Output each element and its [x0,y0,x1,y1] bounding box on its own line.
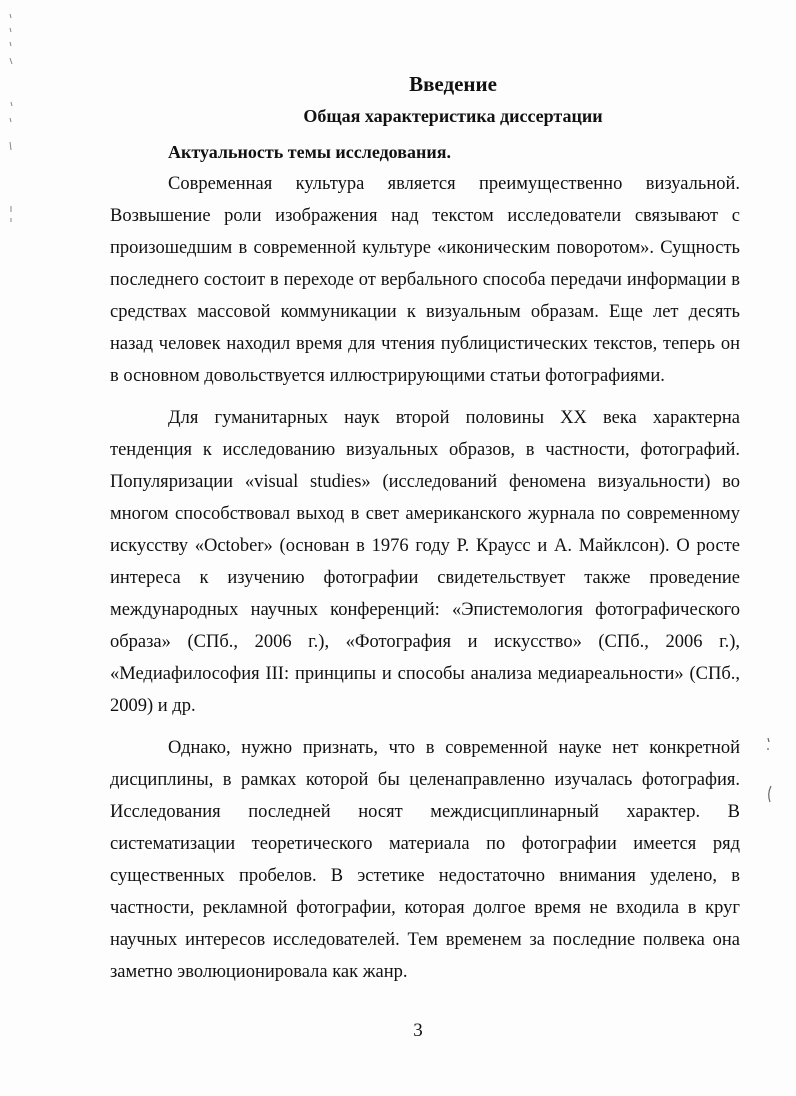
page-number: 3 [413,1020,423,1041]
margin-mark-icon [762,736,776,806]
paragraph-3: Однако, нужно признать, что в современной науке нет конкретной дисциплины, в рамках которой бы целенаправленно изучалась фотография. Исследования последней носят междисциплинарный характер. В систематизации теоретического материала по фотографии имеется ряд существенных пробелов. В эстетике недостаточно внимания уделено, в частности, рекламной фотографии, которая долгое время не входила в круг научных интересов исследователей. Тем временем за последние полвека она заметно эволюционировала как жанр. [110,738,740,982]
document-subtitle: Общая характеристика диссертации [303,106,603,126]
paragraph-1: Современная культура является преимущественно визуальной. Возвышение роли изображения над текстом исследователи связывают с произошедшим в современной культуре «иконическим поворотом». Сущность последнего состоит в переходе от вербального способа передачи информации в средствах массовой коммуникации к визуальным образам. Еще лет десять назад человек находил время для чтения публицистических текстов, теперь он в основном довольствуется иллюстрирующими статьи фотографиями. [110,174,740,386]
paragraph-2: Для гуманитарных наук второй половины XX века характерна тенденция к исследованию визуальных образов, в частности, фотографий. Популяризации «visual studies» (исследований феномена визуальности) во многом способствовал выход в свет американского журнала по современному искусству «October» (основан в 1976 году Р. Краусс и А. Майклсон). О росте интереса к изучению фотографии свидетельствует также проведение международных научных конференций: «Эпистемология фотографического образа» (СПб., 2006 г.), «Фотография и искусство» (СПб., 2006 г.), «Медиафилософия III: принципы и способы анализа медиареальности» (СПб., 2009) и др. [110,408,740,716]
section-heading: Актуальность темы исследования. [168,142,451,162]
margin-mark [762,736,776,809]
body-text [110,168,740,988]
document-title: Введение [409,72,497,96]
